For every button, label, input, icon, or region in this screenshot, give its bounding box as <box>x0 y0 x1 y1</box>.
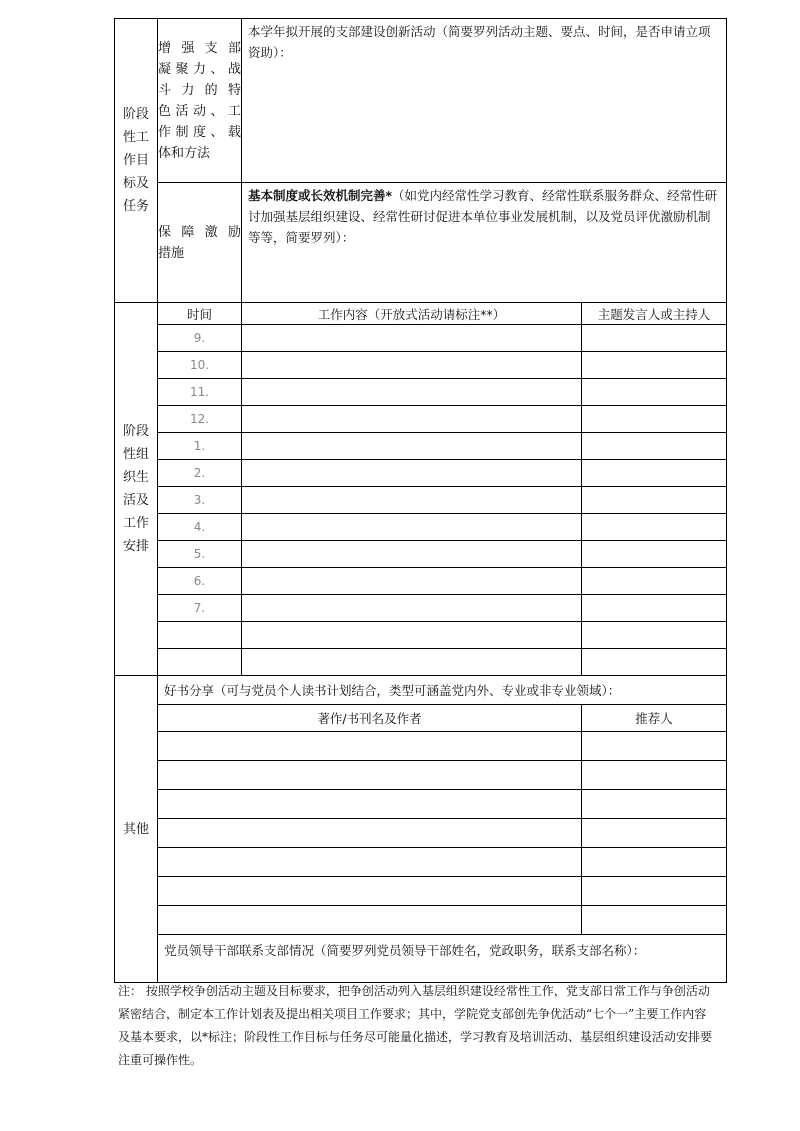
recommender-cell[interactable] <box>582 848 727 877</box>
schedule-label-line: 安排 <box>122 539 149 554</box>
book-row <box>115 906 727 935</box>
content-cell[interactable] <box>242 487 582 514</box>
speaker-cell[interactable] <box>582 406 727 433</box>
content-cell[interactable] <box>242 433 582 460</box>
incentive-measures-label <box>158 183 242 303</box>
book-cell[interactable] <box>158 877 582 906</box>
book-cell[interactable] <box>158 848 582 877</box>
schedule-row <box>115 352 727 379</box>
month-cell: 12. <box>158 406 242 433</box>
book-cell[interactable] <box>158 790 582 819</box>
goals-label-line: 性工 <box>122 130 149 145</box>
content-cell[interactable] <box>242 622 582 649</box>
schedule-row <box>115 325 727 352</box>
speaker-cell[interactable] <box>582 460 727 487</box>
schedule-row <box>115 514 727 541</box>
month-cell: 6. <box>158 568 242 595</box>
month-cell: 1. <box>158 433 242 460</box>
content-cell[interactable] <box>242 379 582 406</box>
book-cell[interactable] <box>158 761 582 790</box>
goals-label-line: 标及 <box>122 176 149 191</box>
speaker-cell[interactable] <box>582 514 727 541</box>
schedule-row <box>115 622 727 649</box>
recommender-cell[interactable] <box>582 906 727 935</box>
sub-label-line: 保障激励 <box>158 224 241 240</box>
footnote: 注： 按照学校争创活动主题及目标要求，把争创活动列入基层组织建设经常性工作，党支部日常工作与争创活动紧密结合，制定本工作计划表及提出相关项目工作要求；其中，学院党支部创先争优活动“七个一”主要工作内容及基本要求，以*标注；阶段性工作目标与任务尽可能量化描述，学习教育及培训活动、基层组织建设活动安排要注重可操作性。 <box>118 984 713 1067</box>
month-cell: 10. <box>158 352 242 379</box>
schedule-row <box>115 541 727 568</box>
recommender-cell[interactable] <box>582 761 727 790</box>
schedule-label-line: 工作 <box>122 516 149 531</box>
speaker-cell[interactable] <box>582 325 727 352</box>
schedule-row <box>115 460 727 487</box>
col-header-recommender: 推荐人 <box>582 705 727 732</box>
cohesion-activities-label <box>158 19 242 183</box>
recommender-cell[interactable] <box>582 819 727 848</box>
month-cell <box>158 649 242 676</box>
col-header-time: 时间 <box>158 303 242 325</box>
month-cell: 2. <box>158 460 242 487</box>
month-cell: 9. <box>158 325 242 352</box>
book-row <box>115 761 727 790</box>
schedule-row <box>115 433 727 460</box>
work-plan-table <box>114 18 727 983</box>
recommender-cell[interactable] <box>582 877 727 906</box>
section-schedule-label <box>115 303 158 676</box>
goals-label-line: 作目 <box>122 153 149 168</box>
schedule-row <box>115 406 727 433</box>
section-other-label: 其他 <box>115 676 158 983</box>
leader-contact-prompt: 党员领导干部联系支部情况（简要罗列党员领导干部姓名，党政职务，联系支部名称）： <box>164 943 646 958</box>
book-row <box>115 732 727 761</box>
schedule-row <box>115 379 727 406</box>
speaker-cell[interactable] <box>582 433 727 460</box>
content-cell[interactable] <box>242 514 582 541</box>
month-cell: 7. <box>158 595 242 622</box>
book-cell[interactable] <box>158 732 582 761</box>
recommender-cell[interactable] <box>582 732 727 761</box>
speaker-cell[interactable] <box>582 487 727 514</box>
month-cell: 5. <box>158 541 242 568</box>
speaker-cell[interactable] <box>582 649 727 676</box>
book-sharing-prompt: 好书分享（可与党员个人读书计划结合，类型可涵盖党内外、专业或非专业领域）： <box>158 676 727 705</box>
book-row <box>115 848 727 877</box>
sub-label-line: 凝聚力、战 <box>158 61 241 77</box>
month-cell <box>158 622 242 649</box>
col-header-book: 著作/书刊名及作者 <box>158 705 582 732</box>
speaker-cell[interactable] <box>582 379 727 406</box>
section-goals-label <box>115 19 158 303</box>
col-header-speaker: 主题发言人或主持人 <box>582 303 727 325</box>
sub-label-line: 体和方法 <box>158 145 211 161</box>
schedule-row <box>115 568 727 595</box>
book-cell[interactable] <box>158 906 582 935</box>
schedule-row <box>115 595 727 622</box>
content-cell[interactable] <box>242 325 582 352</box>
content-cell[interactable] <box>242 352 582 379</box>
month-cell: 11. <box>158 379 242 406</box>
speaker-cell[interactable] <box>582 622 727 649</box>
innovation-activities-prompt: 本学年拟开展的支部建设创新活动（简要罗列活动主题、要点、时间，是否申请立项资助）： <box>248 24 711 60</box>
goals-label-line: 阶段 <box>122 107 149 122</box>
content-cell[interactable] <box>242 460 582 487</box>
mechanism-field[interactable] <box>242 183 727 303</box>
book-row <box>115 819 727 848</box>
schedule-label-line: 性组 <box>122 447 149 462</box>
month-cell: 3. <box>158 487 242 514</box>
leader-contact-field[interactable] <box>158 935 727 983</box>
schedule-row <box>115 487 727 514</box>
schedule-row <box>115 649 727 676</box>
schedule-label-line: 织生 <box>122 470 149 485</box>
content-cell[interactable] <box>242 595 582 622</box>
innovation-activities-field[interactable] <box>242 19 727 183</box>
schedule-label-line: 阶段 <box>122 424 149 439</box>
speaker-cell[interactable] <box>582 595 727 622</box>
month-cell: 4. <box>158 514 242 541</box>
content-cell[interactable] <box>242 406 582 433</box>
speaker-cell[interactable] <box>582 568 727 595</box>
speaker-cell[interactable] <box>582 352 727 379</box>
sub-label-line: 色活动、工 <box>158 103 241 119</box>
content-cell[interactable] <box>242 541 582 568</box>
content-cell[interactable] <box>242 568 582 595</box>
col-header-content: 工作内容（开放式活动请标注**） <box>242 303 582 325</box>
recommender-cell[interactable] <box>582 790 727 819</box>
sub-label-line: 增强支部 <box>158 40 241 56</box>
goals-label-line: 任务 <box>122 199 149 214</box>
sub-label-line: 作制度、载 <box>158 124 241 140</box>
book-row <box>115 877 727 906</box>
book-row <box>115 790 727 819</box>
sub-label-line: 措施 <box>158 245 185 261</box>
mechanism-prompt: （如党内经常性学习教育、经常性联系服务群众、经常性研讨加强基层组织建设、经常性研讨促进本单位事业发展机制，以及党员评优激励机制等等，简要罗列）： <box>248 188 718 245</box>
sub-label-line: 斗力的特 <box>158 82 241 98</box>
content-cell[interactable] <box>242 649 582 676</box>
speaker-cell[interactable] <box>582 541 727 568</box>
book-cell[interactable] <box>158 819 582 848</box>
mechanism-prompt-bold: 基本制度或长效机制完善* <box>248 188 393 203</box>
schedule-label-line: 活及 <box>122 493 149 508</box>
